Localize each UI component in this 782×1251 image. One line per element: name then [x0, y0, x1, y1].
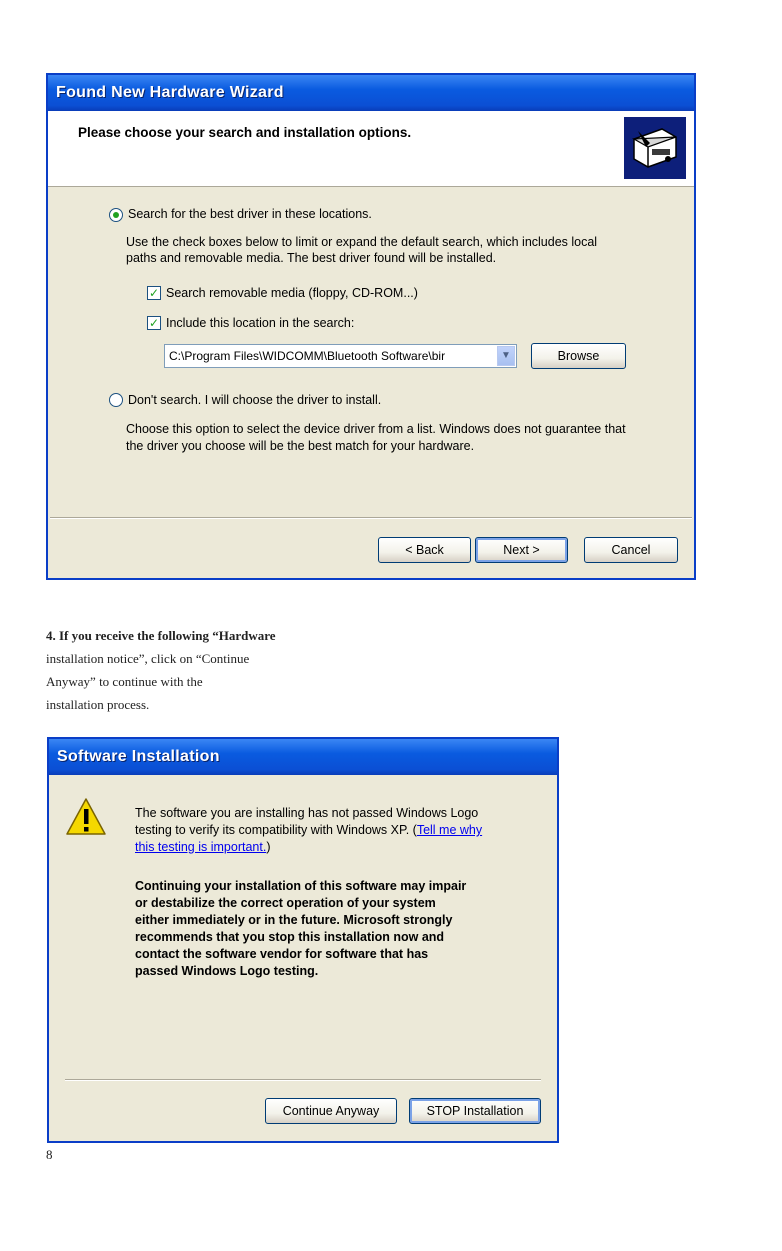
location-path-value: C:\Program Files\WIDCOMM\Bluetooth Software\bir [169, 349, 446, 363]
warning-icon [65, 797, 107, 837]
next-button[interactable]: Next > [475, 537, 568, 563]
continue-anyway-button[interactable]: Continue Anyway [265, 1098, 397, 1124]
tell-me-why-link[interactable]: Tell me why [416, 823, 483, 837]
search-best-driver-radio[interactable] [109, 208, 123, 222]
include-location-label[interactable]: Include this location in the search: [166, 316, 355, 330]
removable-media-checkbox[interactable]: ✓ [148, 286, 160, 300]
found-new-hardware-wizard-window [46, 73, 696, 580]
browse-button[interactable]: Browse [531, 343, 626, 369]
chevron-down-icon[interactable]: ▼ [497, 346, 515, 366]
software-installation-dialog [47, 737, 559, 1143]
search-best-driver-label[interactable]: Search for the best driver in these locations. [128, 207, 372, 221]
logo-message-line-2 [135, 822, 482, 838]
hardware-wizard-icon [624, 117, 686, 179]
instruction-line-4: installation process. [46, 697, 150, 712]
search-description-line-2: paths and removable media. The best driver found will be installed. [126, 251, 497, 265]
warning-line-3: either immediately or in the future. Microsoft strongly [135, 913, 453, 927]
stop-installation-button[interactable]: STOP Installation [409, 1098, 541, 1124]
software-installation-title-bar[interactable]: Software Installation [49, 739, 557, 775]
logo-message-text: testing to verify its compatibility with Windows XP. ( [135, 823, 417, 837]
warning-line-6: passed Windows Logo testing. [135, 964, 319, 978]
instruction-line-1-text: 4. If you receive the following “Hardware [46, 628, 276, 643]
back-button[interactable]: < Back [378, 537, 471, 563]
warning-line-1: Continuing your installation of this software may impair [135, 879, 467, 893]
warning-line-5: contact the software vendor for software that has [135, 947, 429, 961]
wizard-header [48, 111, 694, 187]
page-number: 8 [46, 1147, 53, 1162]
logo-message-line-1: The software you are installing has not passed Windows Logo [135, 806, 479, 820]
dont-search-description-line-1: Choose this option to select the device driver from a list. Windows does not guarantee that [126, 422, 626, 436]
logo-message-line-3 [135, 839, 270, 855]
cancel-button[interactable]: Cancel [584, 537, 678, 563]
dialog-footer-divider [65, 1079, 541, 1081]
search-description-line-1: Use the check boxes below to limit or expand the default search, which includes local [126, 235, 598, 249]
wizard-heading: Please choose your search and installation options. [78, 125, 412, 140]
wizard-footer-divider [50, 517, 692, 519]
dont-search-label[interactable]: Don't search. I will choose the driver to install. [128, 393, 382, 407]
removable-media-label[interactable]: Search removable media (floppy, CD-ROM...) [166, 286, 418, 300]
instruction-paragraph [46, 624, 346, 716]
include-location-checkbox[interactable]: ✓ [148, 316, 160, 330]
wizard-title-bar[interactable]: Found New Hardware Wizard [48, 75, 694, 111]
location-path-combo[interactable] [164, 344, 517, 368]
logo-message-close-paren: ) [266, 840, 271, 854]
warning-line-4: recommends that you stop this installation now and [135, 930, 445, 944]
instruction-line-1 [46, 624, 346, 647]
instruction-line-2: installation notice”, click on “Continue [46, 651, 250, 666]
dont-search-radio[interactable] [109, 393, 123, 407]
warning-line-2: or destabilize the correct operation of your system [135, 896, 436, 910]
instruction-line-3: Anyway” to continue with the [46, 674, 203, 689]
dont-search-description-line-2: the driver you choose will be the best match for your hardware. [126, 439, 475, 453]
testing-important-link[interactable]: this testing is important. [135, 840, 267, 854]
